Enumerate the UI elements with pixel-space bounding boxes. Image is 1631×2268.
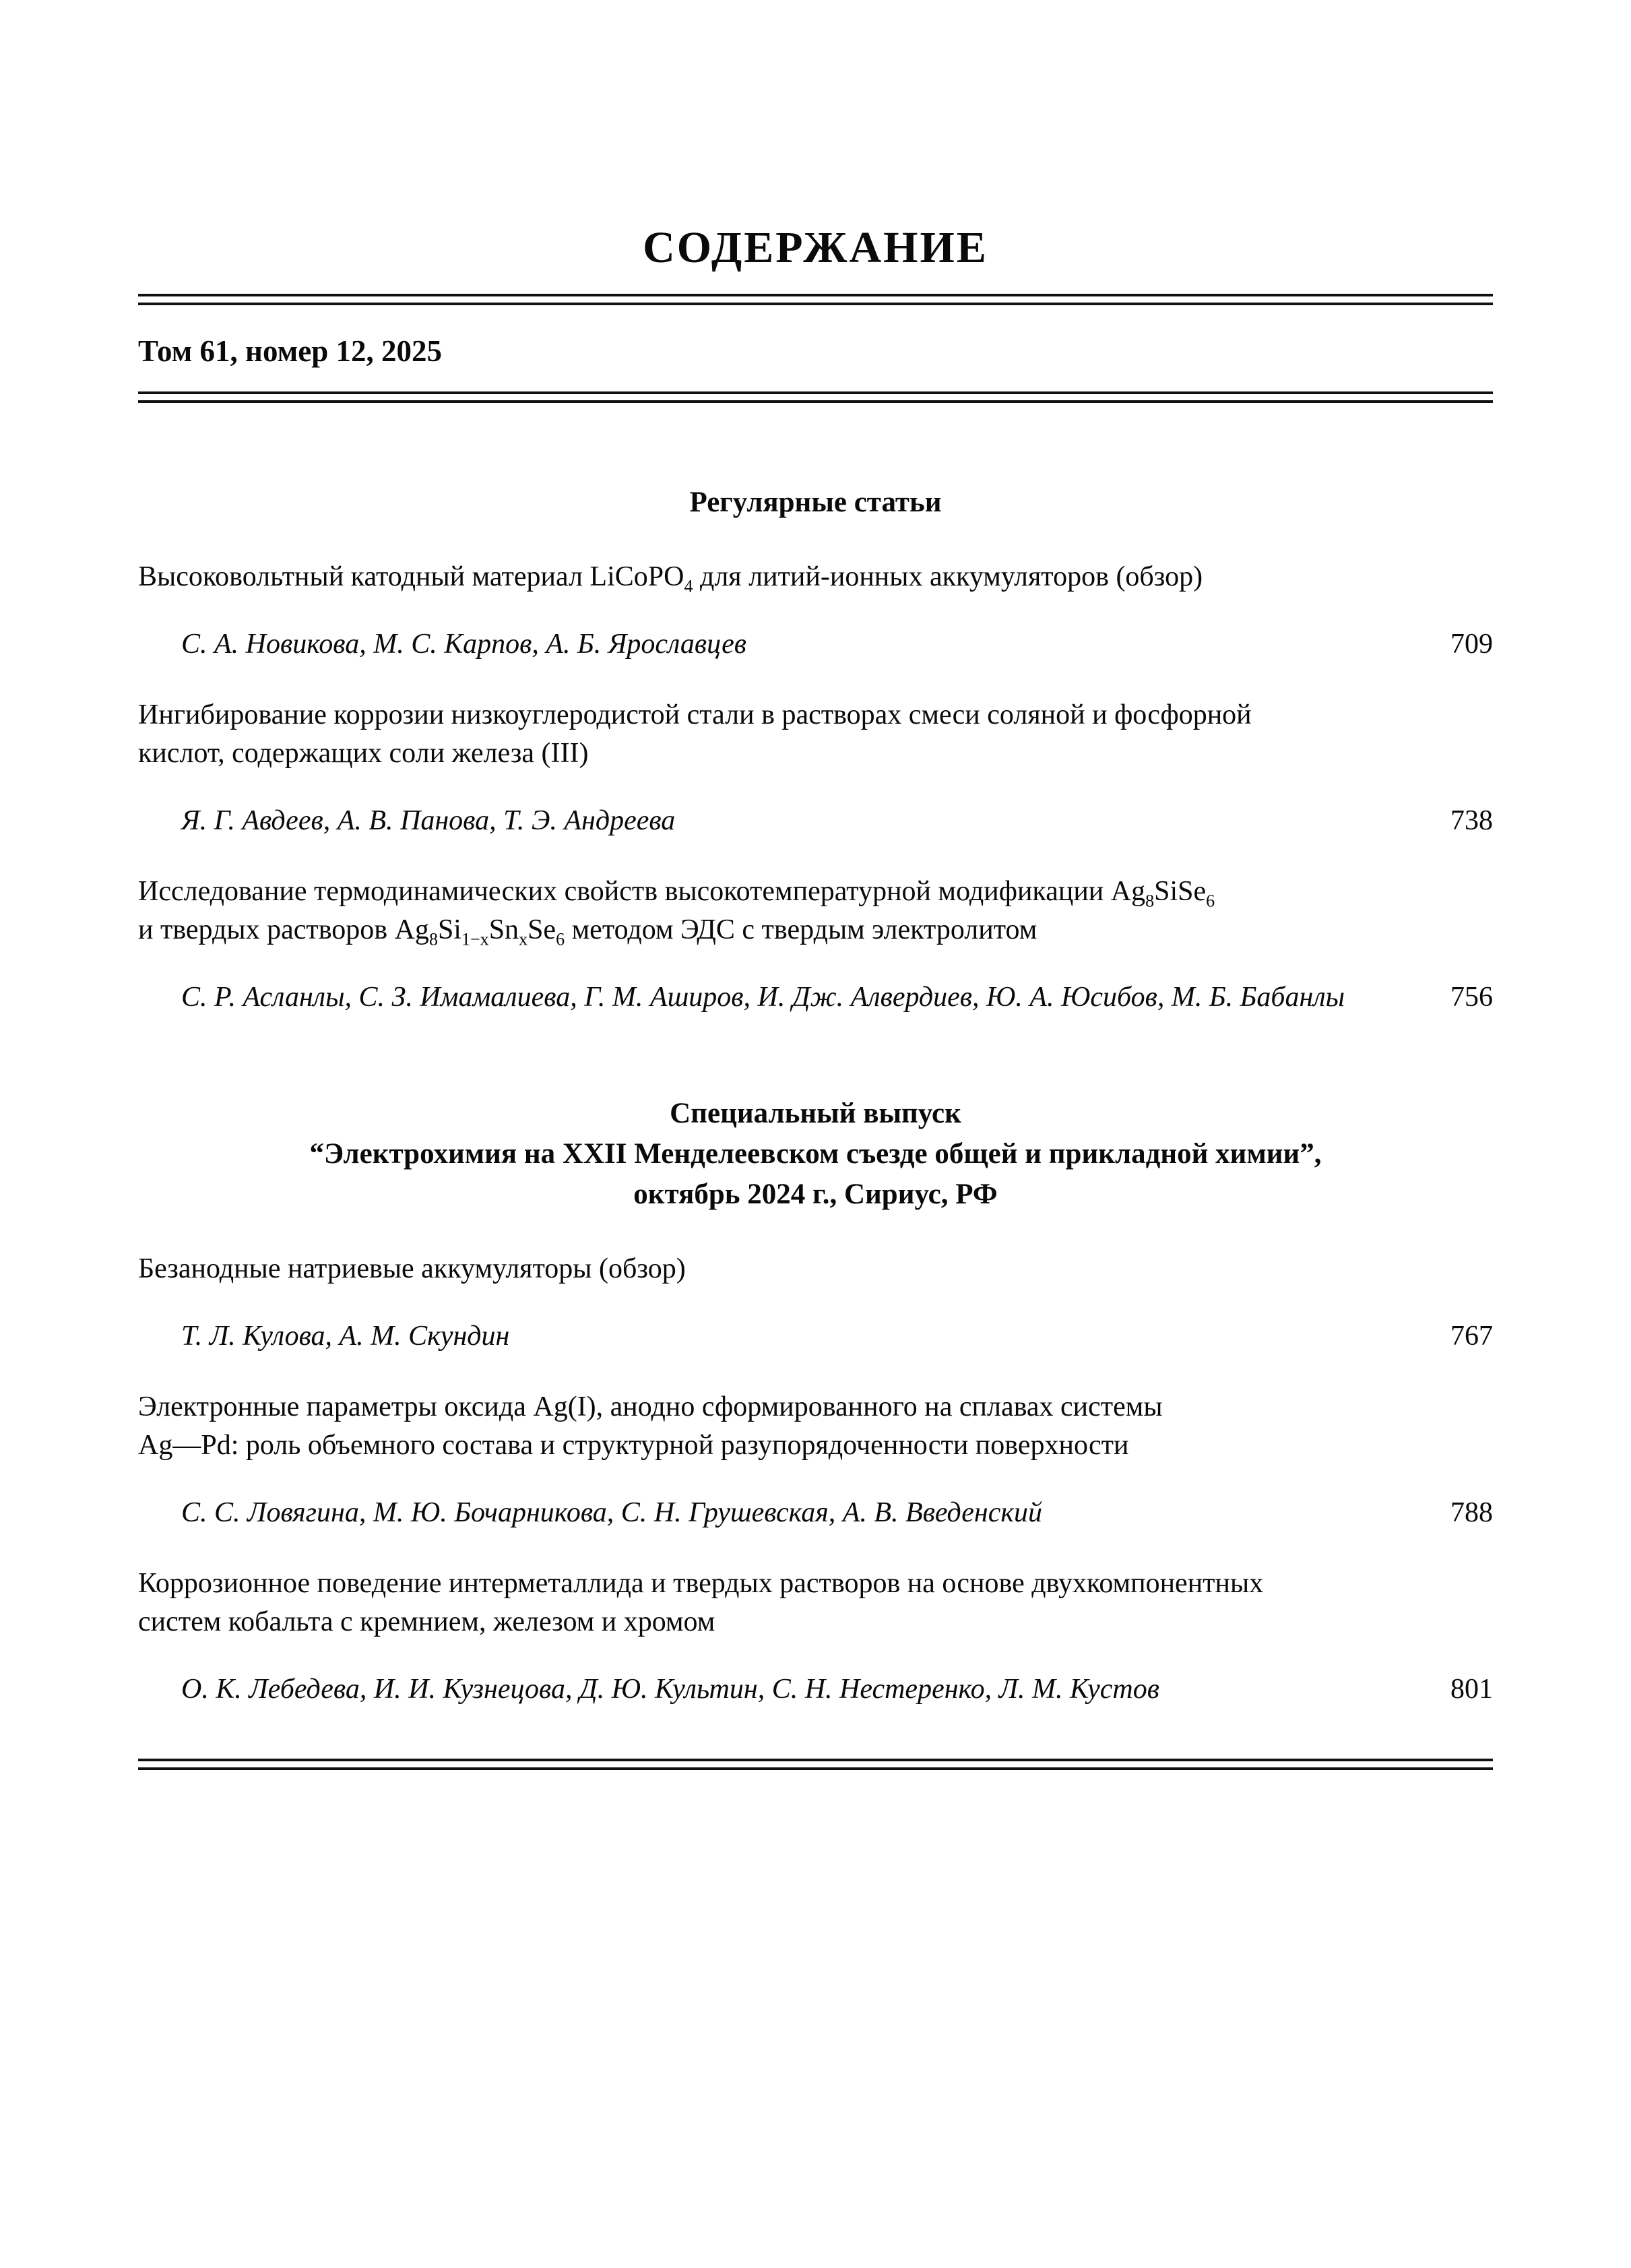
title-divider [138, 294, 1493, 305]
article-title: Коррозионное поведение интерметаллида и твердых растворов на основе двухкомпонентных систем кобальта с кремнием, железом и хромом [138, 1568, 1264, 1637]
article-meta-row [138, 804, 1493, 838]
article-meta-row [138, 1672, 1493, 1706]
article-authors: С. Р. Асланлы, С. З. Имамалиева, Г. М. Аширов, И. Дж. Алвердиев, Ю. А. Юсибов, М. Б. Бабанлы [181, 982, 1345, 1013]
article-meta-row [138, 1496, 1493, 1530]
article-page-number: 801 [1450, 1674, 1493, 1705]
subscript-text: 6 [1206, 891, 1215, 911]
subscript-text: 4 [684, 576, 693, 596]
article-page-number: 756 [1450, 982, 1493, 1013]
section-heading-line: Регулярные статьи [689, 486, 942, 518]
article-meta-row [138, 980, 1493, 1014]
article-title: Ингибирование коррозии низкоуглеродистой стали в растворах смеси соляной и фосфорной кислот, содержащих соли железа (III) [138, 699, 1252, 769]
article-title: Электронные параметры оксида Ag(I), анодно сформированного на сплавах системы Ag—Pd: роль объемного состава и структурной разупорядоченности поверхности [138, 1391, 1163, 1461]
toc-section [138, 1094, 1493, 1706]
subscript-text: x [519, 929, 528, 949]
section-heading [138, 482, 1493, 523]
article-meta-row [138, 1319, 1493, 1353]
subscript-text: 1−x [461, 929, 489, 949]
article-title: Высоковольтный катодный материал LiCoPO$_4$ для литий-ионных аккумуляторов (обзор) [138, 561, 1203, 596]
toc-section [138, 482, 1493, 1014]
section-heading [138, 1094, 1493, 1215]
article-page-number: 788 [1450, 1497, 1493, 1528]
volume-line: Том 61, номер 12, 2025 [138, 334, 443, 368]
article-meta-row [138, 627, 1493, 661]
subscript-text: 8 [428, 929, 438, 949]
article-page-number: 738 [1450, 805, 1493, 836]
article-authors: О. К. Лебедева, И. И. Кузнецова, Д. Ю. Культин, С. Н. Нестеренко, Л. М. Кустов [181, 1674, 1159, 1705]
subscript-text: 8 [1145, 891, 1155, 911]
toc-entry [138, 1388, 1493, 1530]
sections-container [138, 482, 1493, 1706]
article-authors: С. А. Новикова, М. С. Карпов, А. Б. Ярославцев [181, 629, 746, 660]
toc-entry [138, 873, 1493, 1014]
article-title: Безанодные натриевые аккумуляторы (обзор) [138, 1253, 686, 1284]
article-page-number: 709 [1450, 629, 1493, 660]
section-heading-line: Специальный выпуск [670, 1098, 961, 1129]
article-authors: Я. Г. Авдеев, А. В. Панова, Т. Э. Андреева [181, 805, 676, 836]
section-heading-line: “Электрохимия на XXII Менделеевском съезде общей и прикладной химии”, [309, 1138, 1322, 1170]
article-authors: Т. Л. Кулова, А. М. Скундин [181, 1321, 510, 1352]
article-authors: С. С. Ловягина, М. Ю. Бочарникова, С. Н. Грушевская, А. В. Введенский [181, 1497, 1043, 1528]
toc-entry [138, 696, 1493, 838]
section-heading-line: октябрь 2024 г., Сириус, РФ [633, 1178, 998, 1210]
volume-divider [138, 391, 1493, 403]
subscript-text: 6 [556, 929, 565, 949]
page-title: СОДЕРЖАНИЕ [643, 223, 988, 272]
article-title: Исследование термодинамических свойств высокотемпературной модификации $Ag_8SiSe_6$ и твердых растворов $Ag_8Si_{1-x}Sn_xSe_6$ методом ЭДС с твердым электролитом [138, 876, 1215, 949]
toc-entry [138, 1565, 1493, 1706]
toc-entry [138, 1250, 1493, 1353]
bottom-divider [138, 1759, 1493, 1770]
toc-entry [138, 558, 1493, 661]
article-page-number: 767 [1450, 1321, 1493, 1352]
